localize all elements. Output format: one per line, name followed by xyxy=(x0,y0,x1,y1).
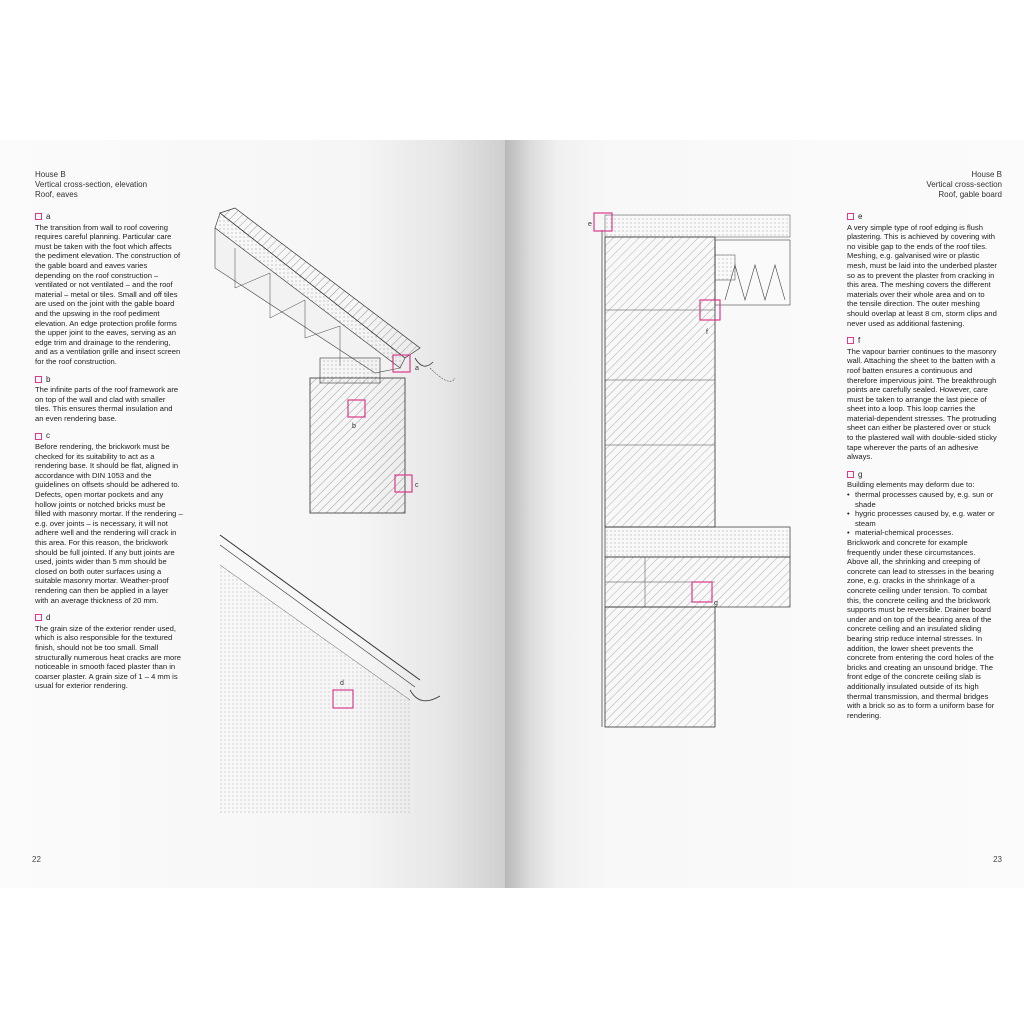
section-text: Brickwork and concrete for example frequently under these circumstances. Above all, the shrinking and creeping of concrete can lead to stresses in the bearing zone, e.g. cracks in the shrinkage of a concrete ceiling under tension. To combat this, the concrete ceiling and the brickwork supports must be reversible. Drainer board under and on top of the bearing area of the concrete ceiling and an insulated sliding bearing strip reduce internal stresses. In addition, the lower sheet prevents the concrete from entering the cord holes of the bricks and creating an unsound bridge. The front edge of the concrete ceiling slab is additionally insulated outside of its high thermal transmission, and thermal bridges with a brick so as to form a uniform base for rendering. xyxy=(847,538,995,720)
page-number-left: 22 xyxy=(32,855,41,864)
section-text: The grain size of the exterior render used, which is also responsible for the textured finish, should not be too small. Small structurally numerous heat cracks are more noticeable in smooth faced plaster than in coarser plaster. A grain size of 1 – 4 mm is usual for exterior rendering. xyxy=(35,623,182,691)
section-marker-icon xyxy=(847,337,854,344)
section-intro: Building elements may deform due to: xyxy=(847,480,975,490)
bullet-item: • thermal processes caused by, e.g. sun or shade xyxy=(847,490,997,509)
section-c xyxy=(35,431,183,605)
right-header-house: House B xyxy=(971,170,1002,179)
section-marker-icon xyxy=(35,376,42,383)
section-letter: e xyxy=(858,212,863,221)
left-text-column xyxy=(35,212,183,699)
left-header-subtitle: Roof, eaves xyxy=(35,190,78,199)
marker-label: g xyxy=(714,600,718,607)
section-g xyxy=(847,470,997,720)
left-page xyxy=(0,140,505,888)
section-letter: c xyxy=(46,431,50,441)
left-header-title: Vertical cross-section, elevation xyxy=(35,180,148,189)
section-letter: g xyxy=(858,469,863,479)
eaves-section-drawing xyxy=(215,208,475,513)
roof-elevation-drawing xyxy=(220,535,460,815)
marker-label: d xyxy=(340,680,344,687)
marker-label: b xyxy=(352,423,356,430)
section-d xyxy=(35,613,183,691)
section-text: The infinite parts of the roof framework are on top of the wall and clad with smaller tiles. This ensures thermal insulation and an even rendering base. xyxy=(35,385,179,423)
left-page-header xyxy=(35,170,147,200)
left-header-house: House B xyxy=(35,170,66,179)
page-number-right: 23 xyxy=(993,855,1002,864)
section-marker-icon xyxy=(35,213,42,220)
section-a xyxy=(35,212,183,367)
section-text: The transition from wall to roof covering requires careful planning. Particular care must be taken with the foot which affects the pediment elevation. The construction of the gable board and eaves varies depending on the roof construction – ventilated or not ventilated – and the roof material – metal or tiles. Small and off tiles are used on the joint with the gable board and the upswing in the roof pediment elevation. An edge protection profile forms the upper joint to the eaves, serving as an edge trim and drainage to the rendering, and as a ventilation grille and insect screen for the roof construction. xyxy=(35,222,181,366)
bullet-item: • hygric processes caused by, e.g. water or steam xyxy=(847,509,997,528)
right-page xyxy=(505,140,1024,888)
section-letter: f xyxy=(858,336,861,346)
section-f xyxy=(847,336,997,462)
right-text-column xyxy=(847,212,997,728)
marker-label: c xyxy=(415,482,419,489)
section-letter: b xyxy=(46,374,51,384)
section-text: Before rendering, the brickwork must be checked for its suitability to act as a rendering base. It should be flat, aligned in accordance with DIN 1053 and the guidelines on offsets should be adhered to. Defects, open mortar pockets and any hollow joints or notched bricks must be filled with masonry mortar. If the rendering – e.g. over joints – is necessary, it will not adhere well and the rendering will crack in this area. For this reason, the brickwork should be full jointed. If any butt joints are used, joints wider than 5 mm should be closed on both outer surfaces using a suitable masonry mortar. Weather-proof rendering can then be applied in a layer with an average thickness of 20 mm. xyxy=(35,442,183,605)
section-b xyxy=(35,375,183,424)
right-header-subtitle: Roof, gable board xyxy=(938,190,1002,199)
section-marker-icon xyxy=(847,471,854,478)
section-e xyxy=(847,212,997,328)
marker-label: f xyxy=(706,329,708,336)
marker-label: a xyxy=(415,365,419,372)
marker-label: e xyxy=(588,221,592,228)
bullet-list xyxy=(847,490,997,538)
section-marker-icon xyxy=(35,433,42,440)
section-letter: a xyxy=(46,212,51,221)
bullet-item: • material-chemical processes. xyxy=(847,528,997,538)
section-letter: d xyxy=(46,613,51,623)
section-text: A very simple type of roof edging is flush plastering. This is achieved by covering with no visible gap to the ends of the roof tiles. Meshing, e.g. galvanised wire or plastic mesh, must be laid into the underbed plaster so as to prevent the plaster from cracking in this area. The meshing covers the different materials over their whole area and on to the tensile direction. The outer meshing should overlap at least 8 cm, storm clips and never used as additional fastening. xyxy=(847,222,997,328)
right-page-header xyxy=(926,170,1002,200)
open-book-spread xyxy=(0,140,1024,888)
section-text: The vapour barrier continues to the masonry wall. Attaching the sheet to the batten with a roof batten ensures a continuous and therefore impervious joint. The breakthrough points are carefully sealed. However, care must be taken to arrange the last piece of sheet into a loop. This loop carries the material-dependent stresses. The protruding sheet can either be plastered over or stuck to the plastered wall with double-sided sticky tape wherever the parts of an adhesive always. xyxy=(847,346,997,462)
section-marker-icon xyxy=(35,614,42,621)
right-header-title: Vertical cross-section xyxy=(926,180,1002,189)
gable-section-drawing xyxy=(590,210,790,730)
section-marker-icon xyxy=(847,213,854,220)
